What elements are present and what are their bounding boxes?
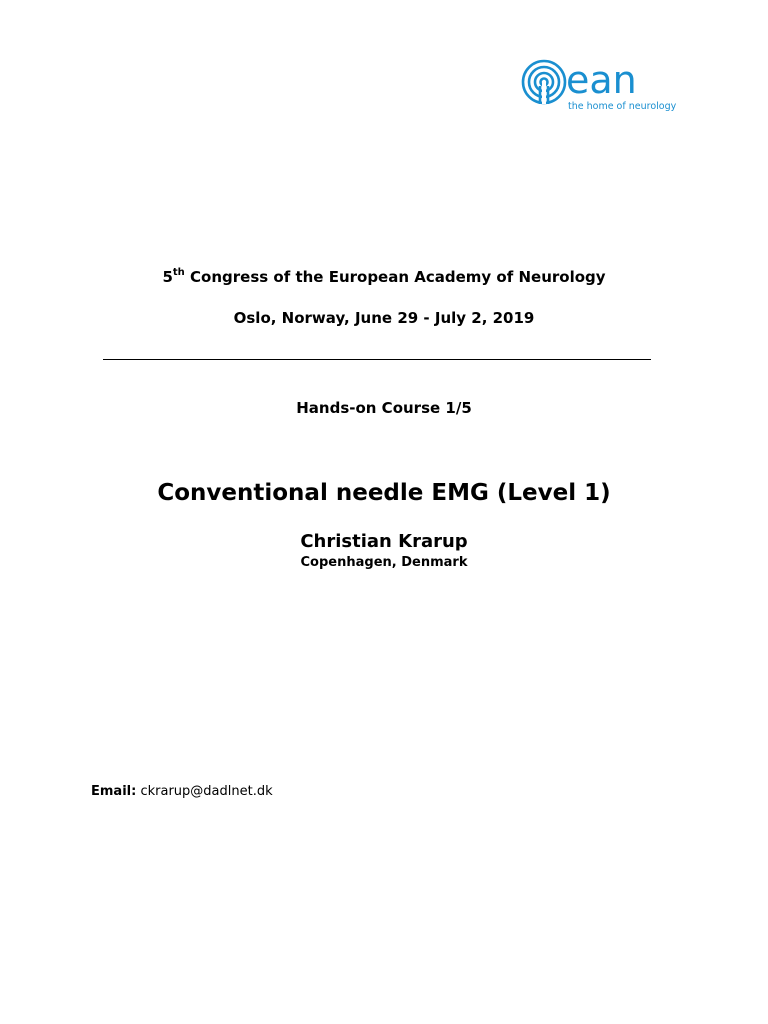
ean-logo [520, 56, 690, 114]
congress-ordinal-suffix: th [172, 267, 185, 278]
email-address[interactable]: ckrarup@dadlnet.dk [140, 784, 273, 799]
divider [103, 359, 651, 360]
location-date: Oslo, Norway, June 29 - July 2, 2019 [233, 309, 535, 327]
labyrinth-icon [523, 61, 565, 104]
email-label: Email: [91, 784, 137, 799]
congress-name: Congress of the European Academy of Neurology [190, 268, 606, 286]
author-affiliation: Copenhagen, Denmark [300, 555, 468, 570]
logo-tagline: the home of neurology [568, 101, 677, 112]
author-name: Christian Krarup [300, 531, 468, 552]
email-line [91, 784, 273, 799]
course-title: Conventional needle EMG (Level 1) [157, 480, 611, 506]
logo-wordmark: ean [566, 58, 637, 102]
ean-logo-graphic [520, 56, 690, 114]
congress-ordinal: 5 [162, 268, 173, 286]
course-label: Hands-on Course 1/5 [296, 399, 472, 417]
congress-title [0, 268, 768, 286]
